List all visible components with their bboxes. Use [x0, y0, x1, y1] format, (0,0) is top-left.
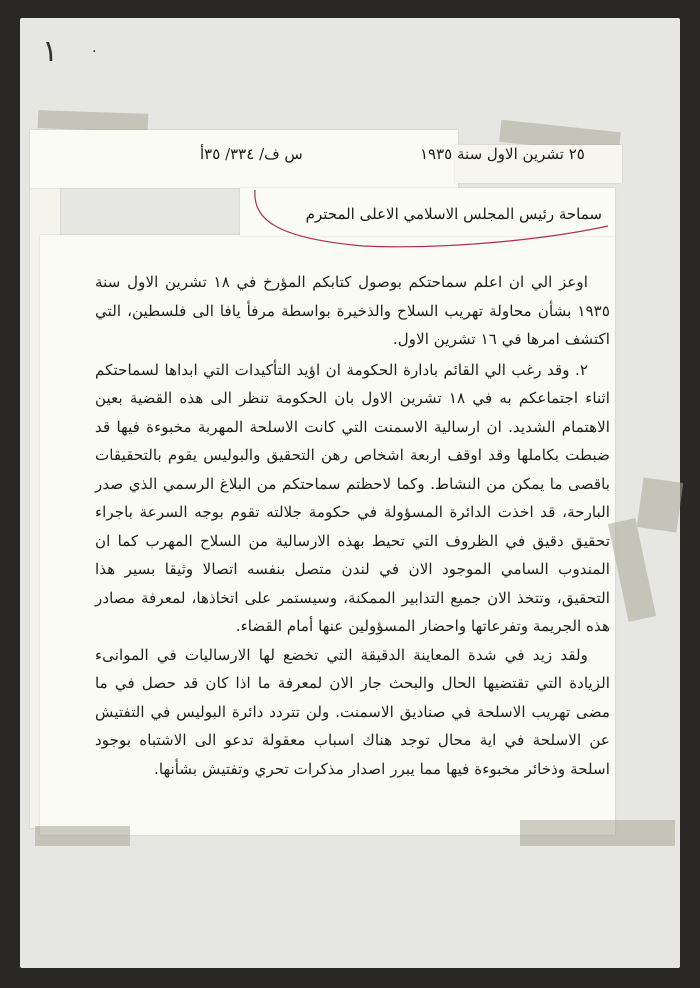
red-pencil-underline — [253, 188, 613, 258]
letter-body — [95, 268, 610, 783]
reference-number: س ف/ ٣٣٤/ ٣٥أ — [200, 145, 303, 163]
letter-date: ٢٥ تشرين الاول سنة ١٩٣٥ — [420, 145, 585, 163]
handwritten-tick-mark: · — [92, 44, 97, 60]
paragraph-1: اوعز الي ان اعلم سماحتكم بوصول كتابكم المؤرخ في ١٨ تشرين الاول سنة ١٩٣٥ بشأن محاولة تهريب السلاح والذخيرة بواسطة مرفأ يافا الى فلسطين، التي اكتشف امرها في ١٦ تشرين الاول. — [95, 273, 610, 348]
paragraph-3: ولقد زيد في شدة المعاينة الدقيقة التي تخضع لها الارساليات في الموانىء الزيادة التي تقتضيها الحال والبحث جار الان لمعرفة ما اذا كان قد حصل في ما مضى تهريب الاسلحة في صناديق الاسمنت. ولن تتردد دائرة البوليس في التفتيش عن الاسلحة في اية محال توجد هناك اسباب معقولة تدعو الى الاشتباه بوجود اسلحة وذخائر مخبوءة فيها مما يبرر اصدار مذكرات تحري وتفتيش بشأنها. — [95, 645, 610, 778]
paragraph-2: ٢. وقد رغب الي القائم بادارة الحكومة ان اؤيد التأكيدات التي ابداها لسماحتكم اثناء اجتماعكم به في ١٨ تشرين الاول بان الحكومة تنظر الى هذه القضية بعين الاهتمام الشديد. ان ارسالية الاسمنت التي كانت الاسلحة المهربة مخبوءة فيها قد ضبطت بكاملها وقد اوقف اربعة اشخاص رهن التحقيق والبوليس يقوم بالتحقيقات باقصى ما يمكن من النشاط. وكما لاحظتم سماحتكم من البلاغ الرسمي الذي صدر البارحة، قد اخذت الدائرة المسؤولة في حكومة جلالته تقوم بوجه السرعة باجراء تحقيق دقيق في الظروف التي تحيط بهذه الارسالية من السلاح المهرب كما ان المندوب السامي الموجود الان في لندن متصل بنفسه اتصالا وثيقا بسير هذا التحقيق، وتتخذ الان جميع التدابير الممكنة، وسيستمر على اتخاذها، لمعرفة مصادر هذه الجريمة وتفرعاتها واحضار المسؤولين عنها أمام القضاء. — [95, 360, 610, 635]
handwritten-page-number: ١ — [42, 34, 59, 69]
tape-top-left — [38, 110, 149, 132]
addressee-line: سماحة رئيس المجلس الاسلامي الاعلى المحترم — [305, 205, 602, 223]
tape-right-middle — [637, 477, 684, 532]
tape-bottom-left — [35, 826, 130, 846]
tape-bottom-right — [520, 820, 675, 846]
